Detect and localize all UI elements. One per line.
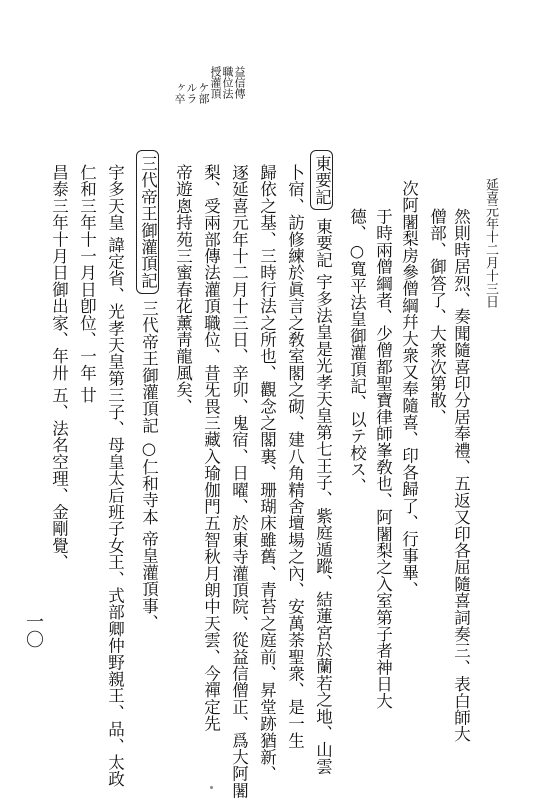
- text-column: 昌泰三年十月日御出家、年卅 五、法名空理、金剛覺、: [49, 164, 69, 571]
- text-column: 逐延喜元年十二月十三日、辛卯、鬼宿、日曜、於東寺灌頂院、從益信僧正、爲大阿闍: [229, 164, 249, 799]
- text-column: 次阿闍梨房參僧綱幷大衆又奉隨喜、印各歸了、行事畢、: [399, 180, 419, 598]
- section-heading-toyoki: 東要記: [310, 150, 333, 210]
- text-column: 僧部、御答了、大衆次第散、: [427, 208, 447, 426]
- marginal-label-line: ヶ卒: [173, 82, 186, 104]
- text-column: 東要記 宇多法皇是光孝天皇第七王子、紫庭遁蹤、結蓮宮於蘭若之地、山雲: [313, 218, 333, 775]
- text-column: 梨、受兩部傳法灌頂職位、昔旡畏三藏入瑜伽門五智秋月朗中天雲、今禪定先: [201, 164, 221, 732]
- text-column: 仁和三年十一月日卽位、一年 廿: [77, 164, 97, 404]
- marginal-label-line: 職位法: [221, 66, 234, 99]
- section-heading-sandai: 三代帝王御灌頂記: [136, 150, 159, 294]
- text-column: 然則時居烈、奏聞隨喜印分居奉禮、五返又印各屈隨喜詞奏三、表白師大: [451, 208, 471, 743]
- marginal-label-line: 授灌頂: [209, 66, 222, 99]
- scan-speck: [210, 786, 213, 789]
- text-column: 德、○寬平法皇御灌頂記、以テ校ス、: [347, 208, 367, 495]
- text-column: 宇多天皇 諱定省、光孝天皇第三子、母皇太后班子女王、式部卿仲野親王、品、太政: [105, 164, 125, 788]
- text-column: 于時兩僧綱者、少僧都聖寶律師峯敎也、阿闍梨之入室第子者神日大: [373, 208, 393, 709]
- text-column: 帝遊悤持苑三蜜春花薰靑龍風矣、: [173, 164, 193, 415]
- text-column: 歸依之基、三時行法之所也、觀念之閣裏、珊瑚床雖舊、青苔之庭前、昇堂跡猶新、: [257, 164, 277, 782]
- marginal-label-line: 益信傳: [233, 66, 246, 99]
- text-column: 卜宿、訪修練於眞言之敎室閣之砌、建八角精舍壇場之內、安萬荼聖衆、是一生: [285, 164, 305, 749]
- marginal-label-line: ケ部: [197, 82, 210, 104]
- running-header: 延喜元年十二月十三日: [483, 178, 498, 308]
- text-column: 三代帝王御灌頂記 ○仁和寺本 帝皇灌頂事、: [139, 300, 159, 631]
- page-number: 一〇: [23, 612, 44, 648]
- marginal-label-line: ルラ: [185, 82, 198, 104]
- marginal-label: [173, 66, 250, 126]
